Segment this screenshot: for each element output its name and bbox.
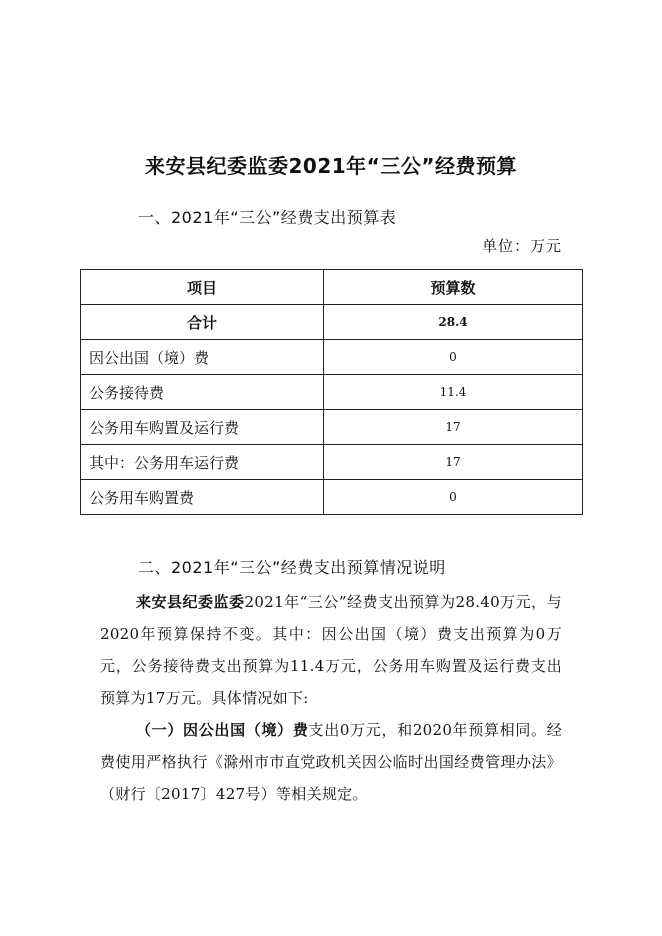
table-row bbox=[81, 305, 583, 340]
explanation-paragraph-2 bbox=[100, 714, 562, 810]
budget-table bbox=[80, 269, 583, 515]
paragraph-2-text: 支出0万元，和2020年预算相同。经费使用严格执行《滁州市市直党政机关因公临时出国经费管理办法》（财行〔2017〕427号）等相关规定。 bbox=[100, 721, 562, 803]
table-row bbox=[81, 480, 583, 515]
paragraph-2-lead: （一）因公出国（境）费 bbox=[136, 721, 309, 739]
row-item: 公务接待费 bbox=[81, 375, 324, 410]
paragraph-1-text: 2021年“三公”经费支出预算为28.40万元，与2020年预算保持不变。其中：因公出国（境）费支出预算为0万元，公务接待费支出预算为11.4万元，公务用车购置及运行费支出预算为17万元。具体情况如下: bbox=[100, 593, 562, 707]
table-header-row bbox=[81, 270, 583, 305]
table-row bbox=[81, 445, 583, 480]
row-value: 17 bbox=[324, 445, 583, 480]
table-row bbox=[81, 340, 583, 375]
section-2-heading: 二、2021年“三公”经费支出预算情况说明 bbox=[138, 558, 446, 577]
row-value: 0 bbox=[324, 340, 583, 375]
explanation-paragraph-1 bbox=[100, 586, 562, 714]
row-value: 0 bbox=[324, 480, 583, 515]
table-row bbox=[81, 375, 583, 410]
table-row bbox=[81, 410, 583, 445]
row-item: 公务用车购置及运行费 bbox=[81, 410, 324, 445]
section-1-heading: 一、2021年“三公”经费支出预算表 bbox=[138, 208, 397, 227]
row-value: 11.4 bbox=[324, 375, 583, 410]
unit-label: 单位：万元 bbox=[481, 237, 562, 255]
row-value: 28.4 bbox=[324, 305, 583, 340]
row-value: 17 bbox=[324, 410, 583, 445]
paragraph-1-lead: 来安县纪委监委 bbox=[136, 593, 245, 611]
row-item: 公务用车购置费 bbox=[81, 480, 324, 515]
row-item: 其中：公务用车运行费 bbox=[81, 445, 324, 480]
row-item: 合计 bbox=[81, 305, 324, 340]
header-item: 项目 bbox=[81, 270, 324, 305]
row-item: 因公出国（境）费 bbox=[81, 340, 324, 375]
header-budget: 预算数 bbox=[324, 270, 583, 305]
document-title: 来安县纪委监委2021年“三公”经费预算 bbox=[145, 154, 517, 178]
